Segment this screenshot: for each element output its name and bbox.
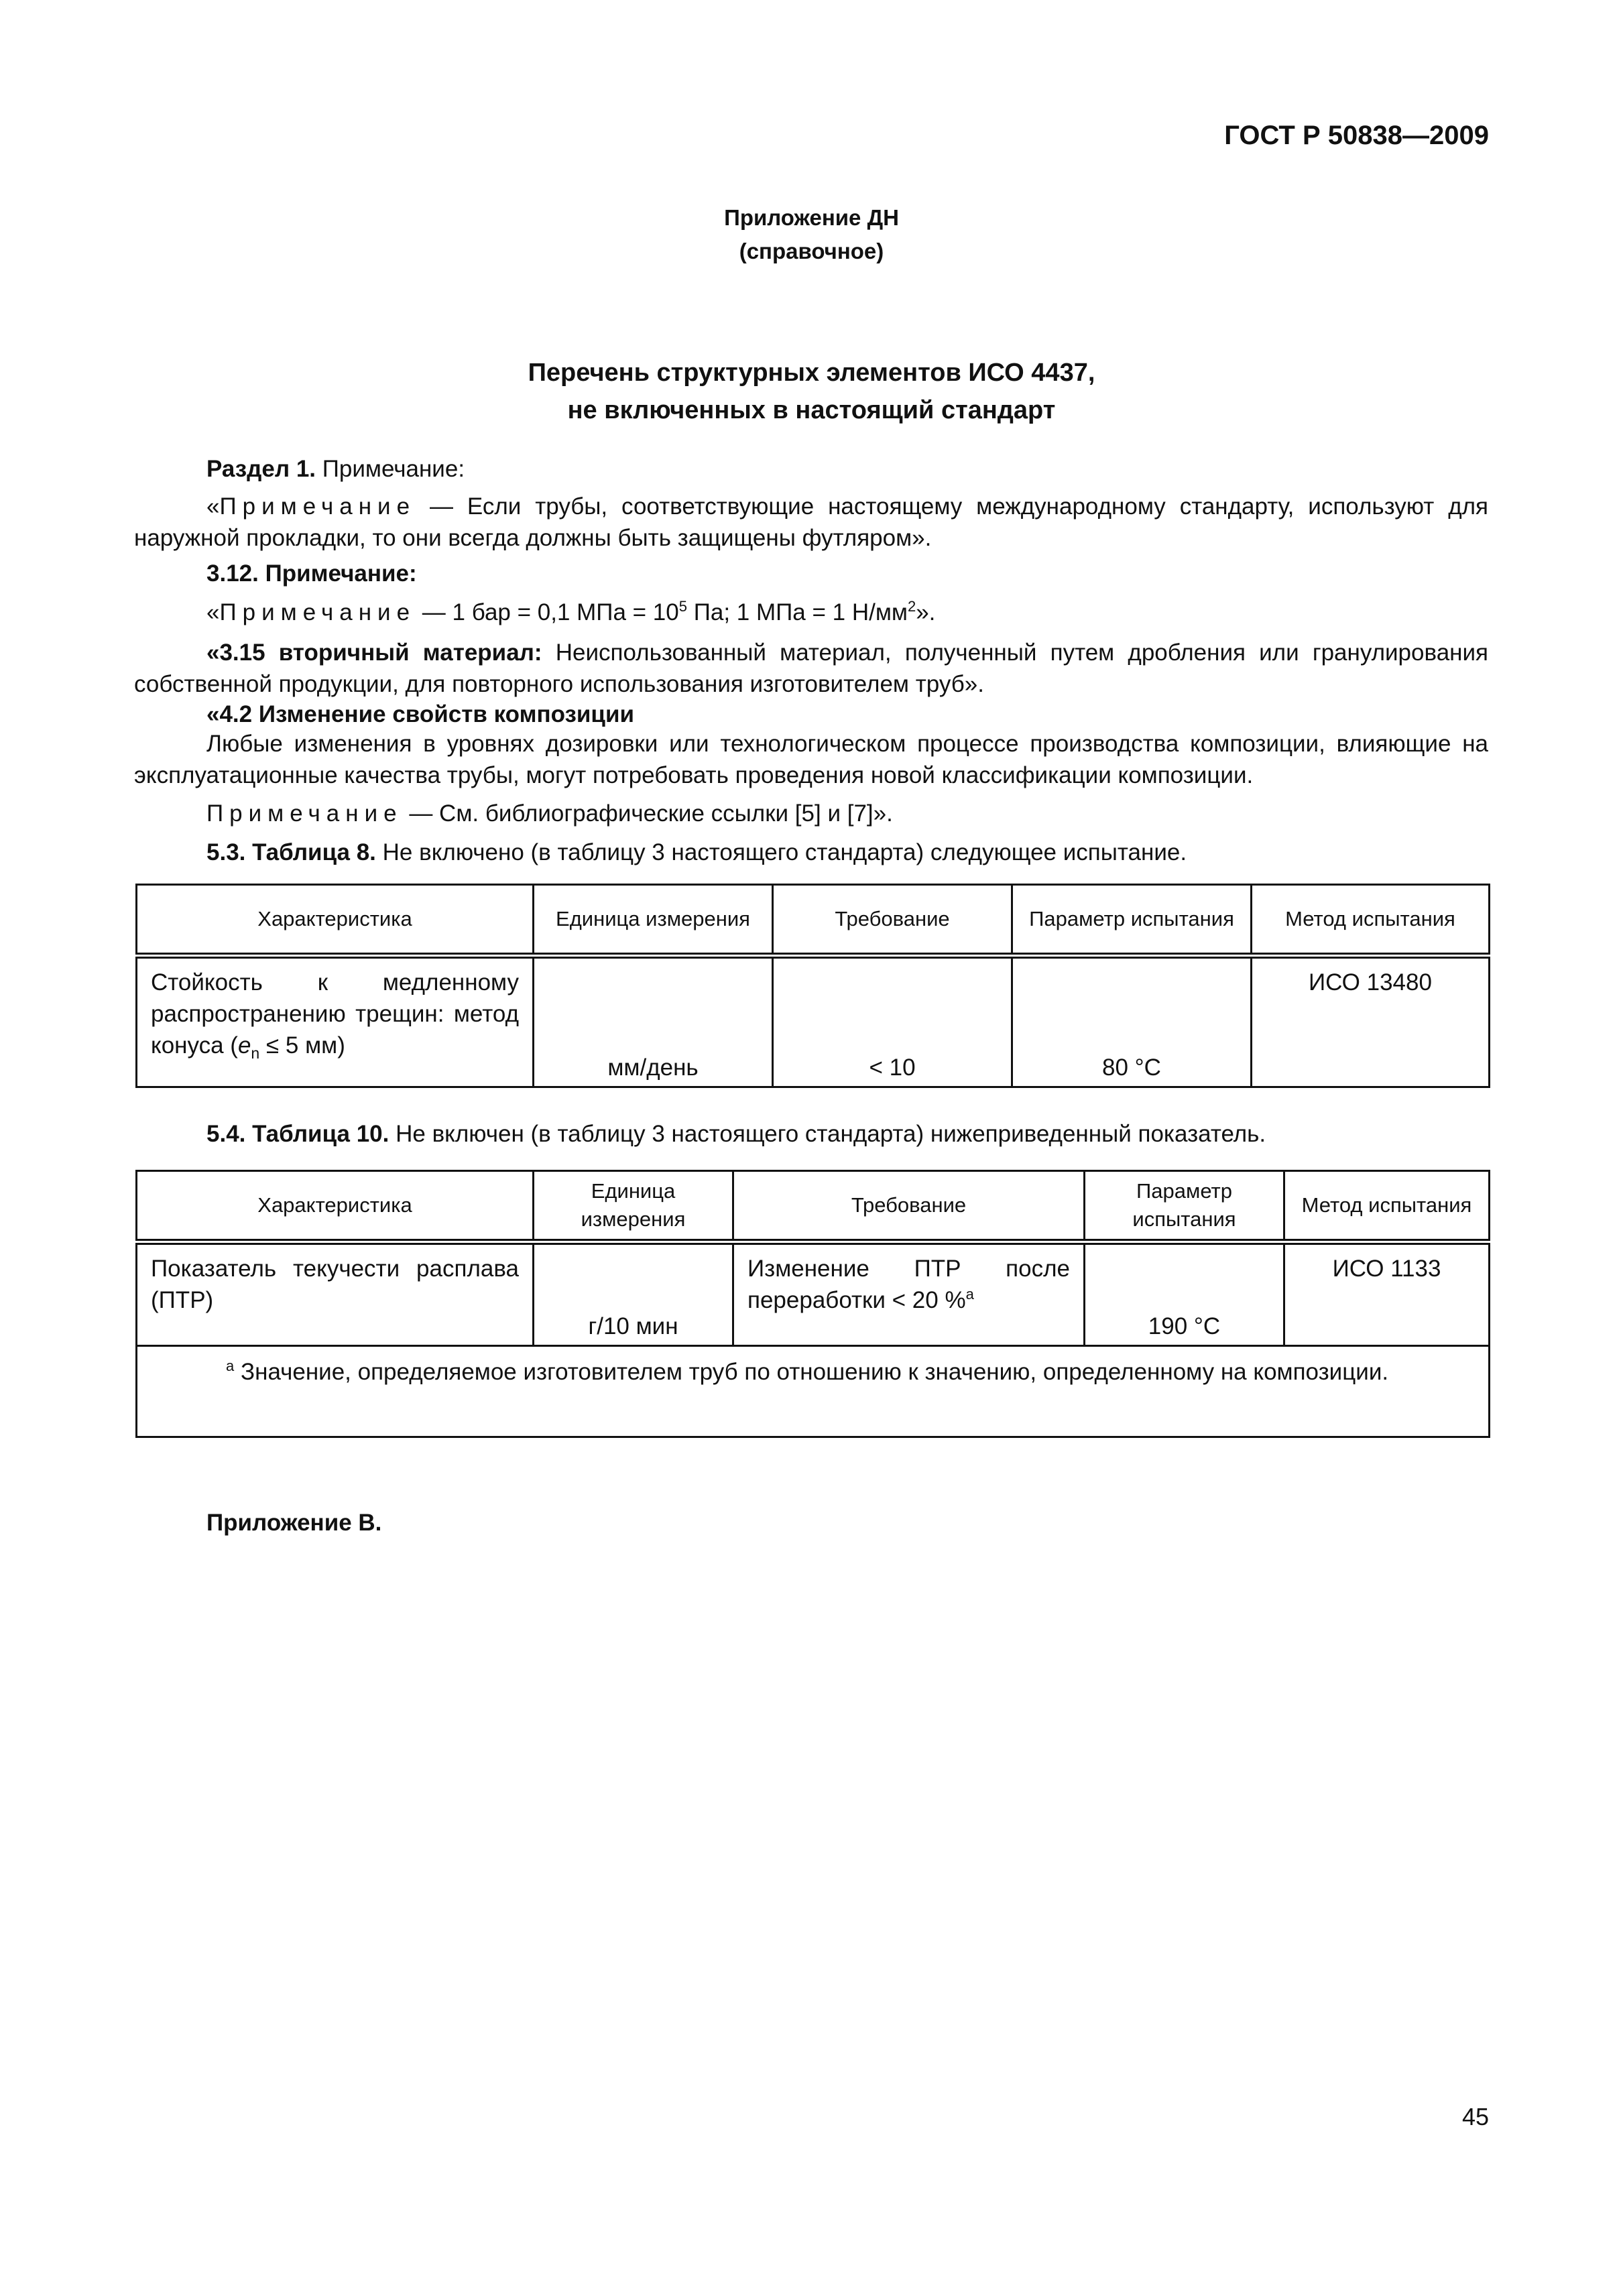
paragraph-note-1: «Примечание — Если трубы, соответствующие настоящему международному стандарту, используют для наружной прокладки, то они всегда должны быть защищены футляром».: [134, 493, 1488, 551]
page-number: 45: [1461, 2103, 1489, 2130]
note-2-text-c: ».: [916, 599, 936, 625]
clause-3-12-label: 3.12. Примечание:: [206, 560, 417, 587]
column-header: Характеристика: [137, 885, 534, 956]
note-1-text: — Если трубы, соответствующие настоящему международному стандарту, используют для наружной прокладки, то они всегда должны быть защищены футляром».: [134, 493, 1488, 551]
annex-status: (справочное): [739, 239, 884, 263]
paragraph-5-3: [134, 837, 1488, 868]
paragraph-4-2: [134, 699, 1488, 730]
heading-line-2: не включенных в настоящий стандарт: [567, 396, 1056, 424]
note-2-sup-1: 5: [678, 598, 687, 615]
section-1-text: Примечание:: [316, 456, 465, 482]
paragraph-4-2-text: [134, 728, 1488, 791]
requirement-text: Изменение ПТР после переработки < 20 %: [747, 1256, 1070, 1313]
paragraph-note-2: «Примечание — 1 бар = 0,1 МПа = $10^5$ Па; 1 МПа = 1 $Н/мм^2$».: [206, 598, 936, 625]
column-header: Параметр испытания: [1012, 885, 1252, 956]
clause-3-15-label: «3.15 вторичный материал:: [206, 640, 542, 666]
column-header: Метод испытания: [1284, 1171, 1490, 1242]
table-footnote-row: [137, 1346, 1490, 1437]
column-header: Требование: [733, 1171, 1085, 1242]
paragraph-3-12: [134, 558, 1488, 589]
paragraph-note-3: [134, 798, 1488, 829]
paragraph-annex-b: [134, 1507, 1488, 1538]
footnote-text: Значение, определяемое изготовителем труб по отношению к значению, определенному на композиции.: [234, 1359, 1389, 1385]
table-header-row: [137, 1171, 1490, 1242]
annex-label: Приложение ДН: [724, 205, 899, 230]
column-header: Единица измерения: [534, 885, 773, 956]
note-label: Примечание: [206, 800, 403, 827]
clause-4-2-label: «4.2 Изменение свойств композиции: [206, 701, 634, 727]
note-label: Примечание: [219, 493, 416, 520]
annex-b-label: Приложение В.: [206, 1510, 382, 1536]
paragraph-5-4: [134, 1118, 1488, 1150]
table-footnote: [137, 1346, 1490, 1437]
characteristic-text: Стойкость к медленному распространению трещин: метод конуса (: [151, 969, 519, 1059]
column-header: Метод испытания: [1252, 885, 1490, 956]
clause-3-15-text: Неиспользованный материал, полученный путем дробления или гранулирования собственной продукции, для повторного использования изготовителем труб».: [134, 640, 1488, 697]
table-8-excerpt: [135, 884, 1490, 1088]
annex-heading: [0, 354, 1623, 429]
characteristic-variable: e: [237, 1032, 251, 1059]
heading-line-1: Перечень структурных элементов ИСО 4437,: [528, 359, 1095, 387]
test-method-cell: ИСО 1133: [1284, 1242, 1490, 1346]
paragraph-section-1: [134, 453, 1488, 485]
annex-title: [0, 201, 1623, 268]
requirement-cell: < 10: [773, 956, 1012, 1087]
footnote-mark: а: [226, 1357, 235, 1374]
table-row: [137, 1242, 1490, 1346]
table-10-excerpt: [135, 1170, 1490, 1438]
characteristic-cell: [137, 956, 534, 1087]
test-parameter-cell: 190 °С: [1085, 1242, 1284, 1346]
column-header: Характеристика: [137, 1171, 534, 1242]
note-3-text: — См. библиографические ссылки [5] и [7]».: [402, 800, 893, 827]
column-header: Единица измерения: [534, 1171, 733, 1242]
document-code: ГОСТ Р 50838—2009: [1224, 121, 1489, 150]
test-parameter-cell: 80 °С: [1012, 956, 1252, 1087]
note-label: Примечание: [219, 599, 416, 625]
characteristic-cell: Показатель текучести расплава (ПТР): [137, 1242, 534, 1346]
unit-cell: мм/день: [534, 956, 773, 1087]
note-2-text-a: — 1 бар = 0,1 МПа = 10: [416, 599, 679, 625]
column-header: Параметр испытания: [1085, 1171, 1284, 1242]
clause-5-3-text: Не включено (в таблицу 3 настоящего стандарта) следующее испытание.: [375, 839, 1187, 865]
footnote-ref: а: [965, 1286, 974, 1303]
clause-5-4-label: 5.4. Таблица 10.: [206, 1121, 389, 1147]
table-row: [137, 956, 1490, 1087]
table-header-row: [137, 885, 1490, 956]
clause-5-4-text: Не включен (в таблицу 3 настоящего стандарта) нижеприведенный показатель.: [389, 1121, 1266, 1147]
note-2-text-b: Па; 1 МПа = 1 Н/мм: [687, 599, 908, 625]
test-method-cell: ИСО 13480: [1252, 956, 1490, 1087]
note-2-sup-2: 2: [907, 598, 916, 615]
column-header: Требование: [773, 885, 1012, 956]
paragraph-3-15: [134, 637, 1488, 700]
characteristic-subscript: n: [251, 1044, 260, 1062]
unit-cell: г/10 мин: [534, 1242, 733, 1346]
requirement-cell: [733, 1242, 1085, 1346]
clause-4-2-text: Любые изменения в уровнях дозировки или технологическом процессе производства композиции, влияющие на эксплуатационные качества трубы, могут потребовать проведения новой классификации композиции.: [134, 731, 1488, 788]
clause-5-3-label: 5.3. Таблица 8.: [206, 839, 376, 865]
section-1-label: Раздел 1.: [206, 456, 316, 482]
characteristic-tail: ≤ 5 мм): [259, 1032, 345, 1059]
